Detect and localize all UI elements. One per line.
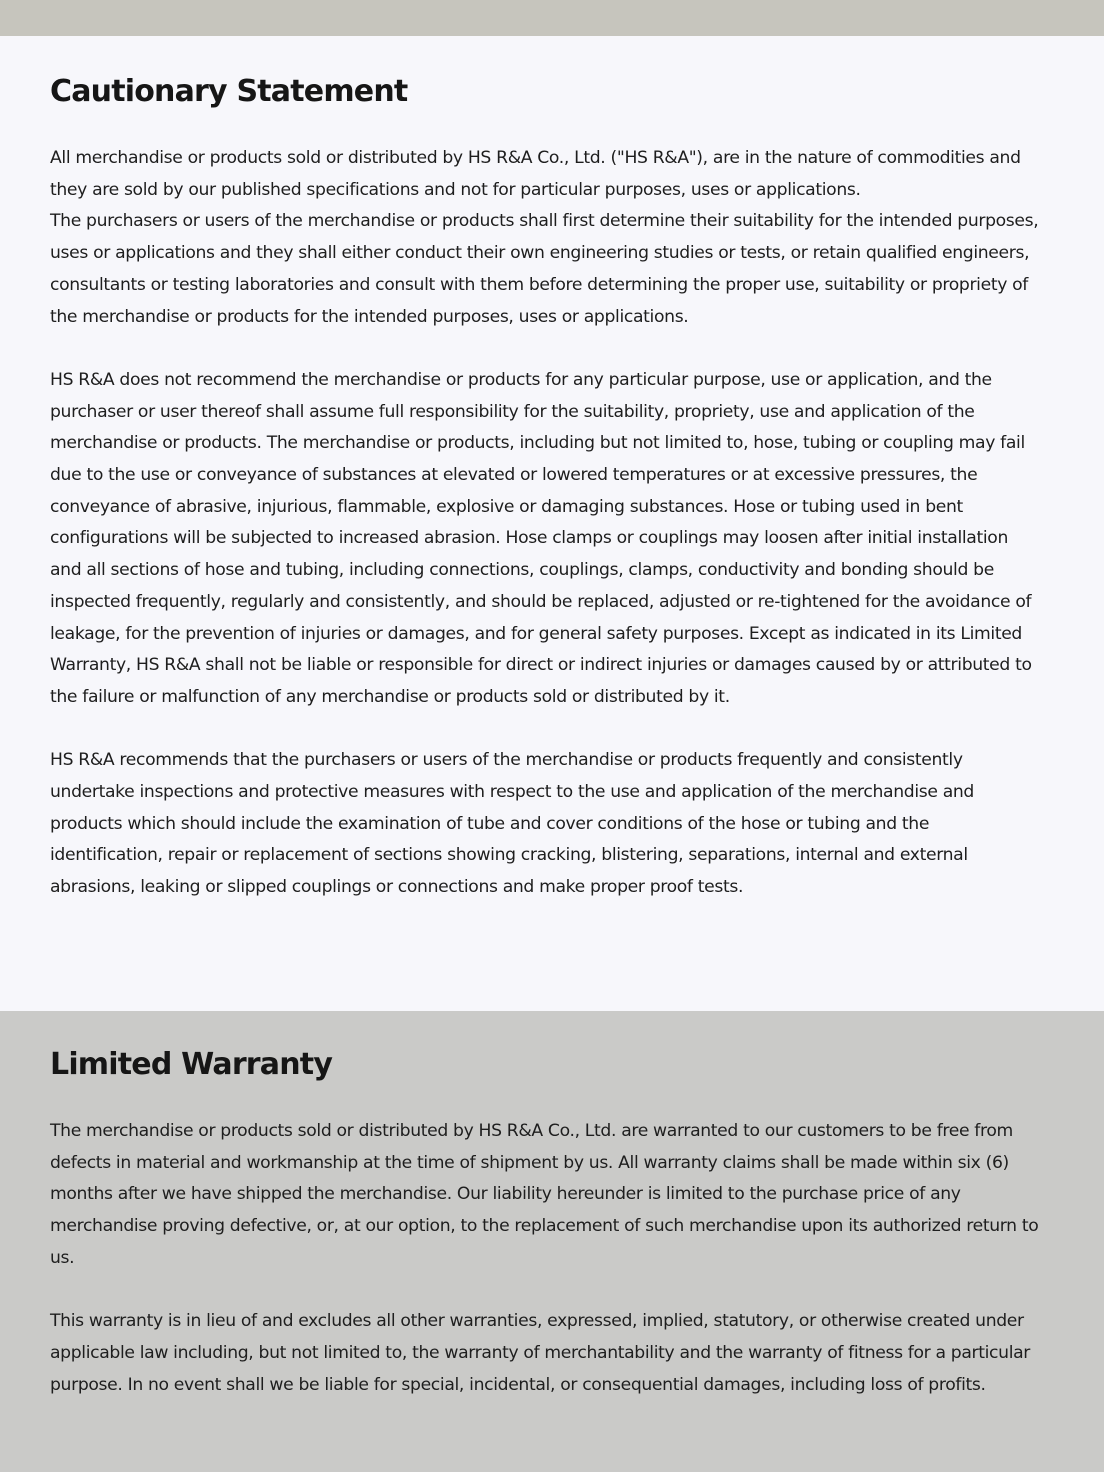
limited-warranty-section [0,1011,1104,1472]
limited-warranty-title: Limited Warranty [50,1047,333,1082]
cautionary-paragraph-4: HS R&A recommends that the purchasers or users of the merchandise or products frequently and consistently undertake inspections and protective measures with respect to the use and application of the merchandise and products which should include the examination of tube and cover conditions of the hose or tubing and the identification, repair or replacement of sections showing cracking, blistering, separations, internal and external abrasions, leaking or slipped couplings or connections and make proper proof tests. [50,750,974,898]
warranty-paragraph-1: The merchandise or products sold or distributed by HS R&A Co., Ltd. are warranted to our customers to be free from defects in material and workmanship at the time of shipment by us. All warranty claims shall be made within six (6) months after we have shipped the merchandise. Our liability hereunder is limited to the purchase price of any merchandise proving defective, or, at our option, to the replacement of such merchandise upon its authorized return to us. [50,1121,1039,1268]
cautionary-statement-title: Cautionary Statement [50,74,408,109]
cautionary-paragraph-1: All merchandise or products sold or distributed by HS R&A Co., Ltd. ("HS R&A"), are in the nature of commodities and they are sold by our published specifications and not for particular purposes, uses or applications. [50,148,1021,200]
top-margin-strip [0,0,1104,36]
cautionary-paragraph-2: The purchasers or users of the merchandise or products shall first determine their suitability for the intended purposes, uses or applications and they shall either conduct their own engineering studies or tests, or retain qualified engineers, consultants or testing laboratories and consult with them before determining the proper use, suitability or propriety of the merchandise or products for the intended purposes, uses or applications. [50,211,1039,327]
warranty-paragraph-2: This warranty is in lieu of and excludes all other warranties, expressed, implied, statutory, or otherwise created under applicable law including, but not limited to, the warranty of merchantability and the warranty of fitness for a particular purpose. In no event shall we be liable for special, incidental, or consequential damages, including loss of profits. [50,1311,1031,1395]
cautionary-paragraph-3: HS R&A does not recommend the merchandise or products for any particular purpose, use or application, and the purchaser or user thereof shall assume full responsibility for the suitability, propriety, use and application of the merchandise or products. The merchandise or products, including but not limited to, hose, tubing or coupling may fail due to the use or conveyance of substances at elevated or lowered temperatures or at excessive pressures, the conveyance of abrasive, injurious, flammable, explosive or damaging substances. Hose or tubing used in bent configurations will be subjected to increased abrasion. Hose clamps or couplings may loosen after initial installation and all sections of hose and tubing, including connections, couplings, clamps, conductivity and bonding should be inspected frequently, regularly and consistently, and should be replaced, adjusted or re-tightened for the avoidance of leakage, for the prevention of injuries or damages, and for general safety purposes. Except as indicated in its Limited Warranty, HS R&A shall not be liable or responsible for direct or indirect injuries or damages caused by or attributed to the failure or malfunction of any merchandise or products sold or distributed by it. [50,369,1032,707]
cautionary-statement-section [0,36,1104,1011]
